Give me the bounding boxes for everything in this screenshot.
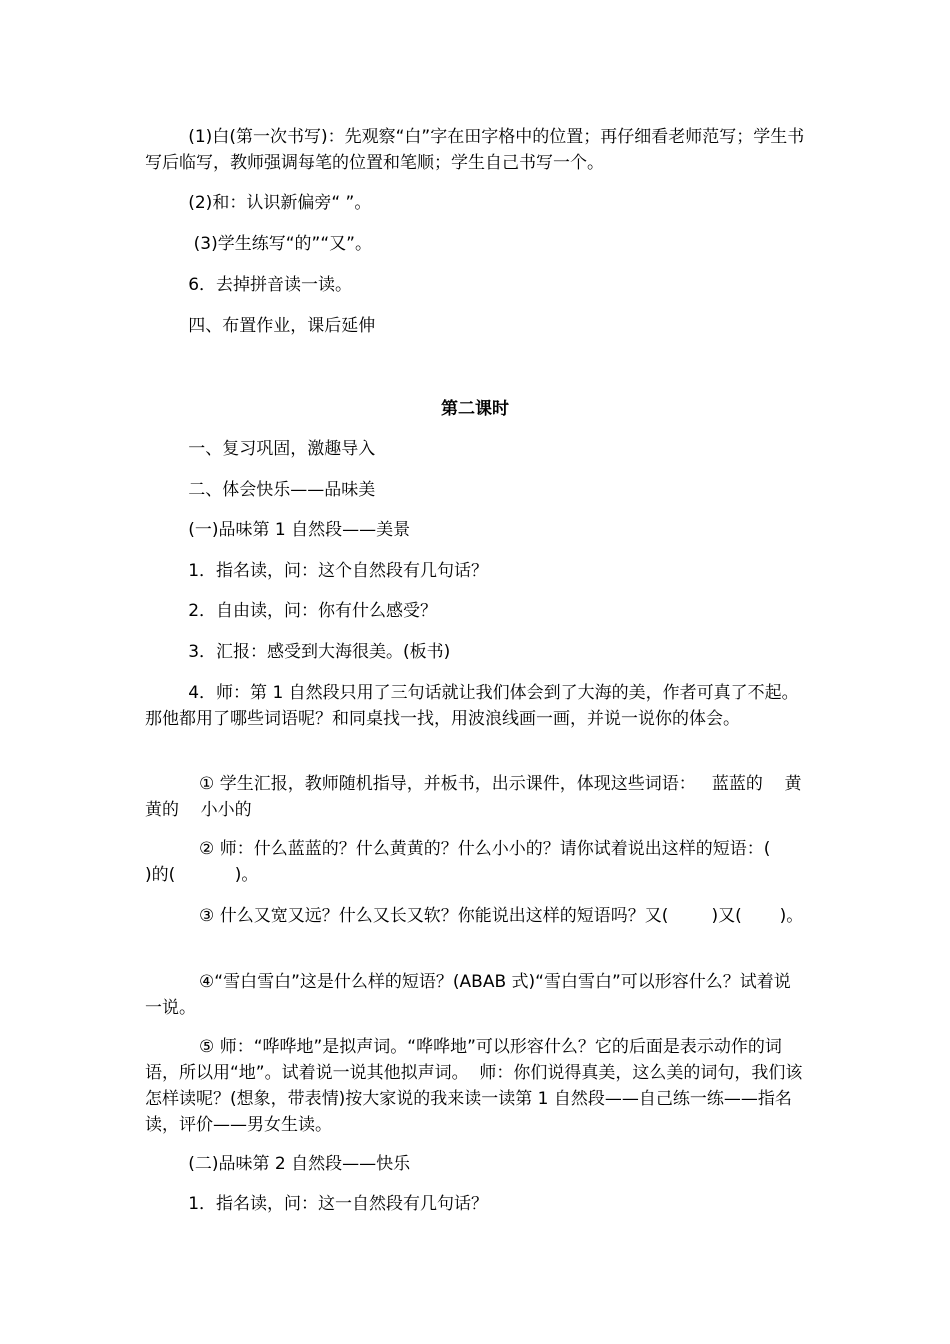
paragraph: ② 师：什么蓝蓝的？什么黄黄的？什么小小的？请你试着说出这样的短语：( )的( )。 bbox=[145, 839, 830, 885]
paragraph: ④“雪白雪白”这是什么样的短语？(ABAB 式)“雪白雪白”可以形容什么？试着说一说。 bbox=[145, 972, 791, 1018]
paragraph: (3)学生练写“的”“又”。 bbox=[145, 234, 372, 254]
paragraph: ⑤ 师：“哗哗地”是拟声词。“哗哗地”可以形容什么？它的后面是表示动作的词语，所以用“地”。试着说一说其他拟声词。 师：你们说得真美，这么美的词句，我们该怎样读呢？(想象，带表情)按大家说的我来读一读第 1 自然段——自己练一练——指名读，评价——男女生读。 bbox=[145, 1037, 803, 1135]
paragraph: 3．汇报：感受到大海很美。(板书) bbox=[145, 642, 451, 662]
paragraph: 一、复习巩固，激趣导入 bbox=[145, 439, 376, 459]
paragraph: 1．指名读，问：这个自然段有几句话？ bbox=[145, 561, 489, 581]
paragraph: 1．指名读，问：这一自然段有几句话？ bbox=[145, 1194, 489, 1214]
paragraph: ① 学生汇报，教师随机指导，并板书，出示课件，体现这些词语： 蓝蓝的 黄黄的 小小的 bbox=[145, 774, 802, 820]
section-title: 第二课时 bbox=[441, 399, 509, 419]
paragraph: (2)和：认识新偏旁“ ”。 bbox=[145, 193, 372, 213]
paragraph: (二)品味第 2 自然段——快乐 bbox=[145, 1154, 411, 1174]
paragraph: (1)白(第一次书写)：先观察“白”字在田字格中的位置；再仔细看老师范写；学生书写后临写，教师强调每笔的位置和笔顺；学生自己书写一个。 bbox=[145, 127, 805, 173]
paragraph: ③ 什么又宽又远？什么又长又软？你能说出这样的短语吗？又( )又( )。 bbox=[145, 906, 804, 926]
paragraph: 四、布置作业，课后延伸 bbox=[145, 316, 376, 336]
paragraph: 4．师：第 1 自然段只用了三句话就让我们体会到了大海的美，作者可真了不起。那他都用了哪些词语呢？和同桌找一找，用波浪线画一画，并说一说你的体会。 bbox=[145, 683, 799, 729]
paragraph: 6．去掉拼音读一读。 bbox=[145, 275, 353, 295]
paragraph: 二、体会快乐——品味美 bbox=[145, 480, 376, 500]
paragraph: (一)品味第 1 自然段——美景 bbox=[145, 520, 411, 540]
paragraph: 2．自由读，问：你有什么感受？ bbox=[145, 601, 438, 621]
